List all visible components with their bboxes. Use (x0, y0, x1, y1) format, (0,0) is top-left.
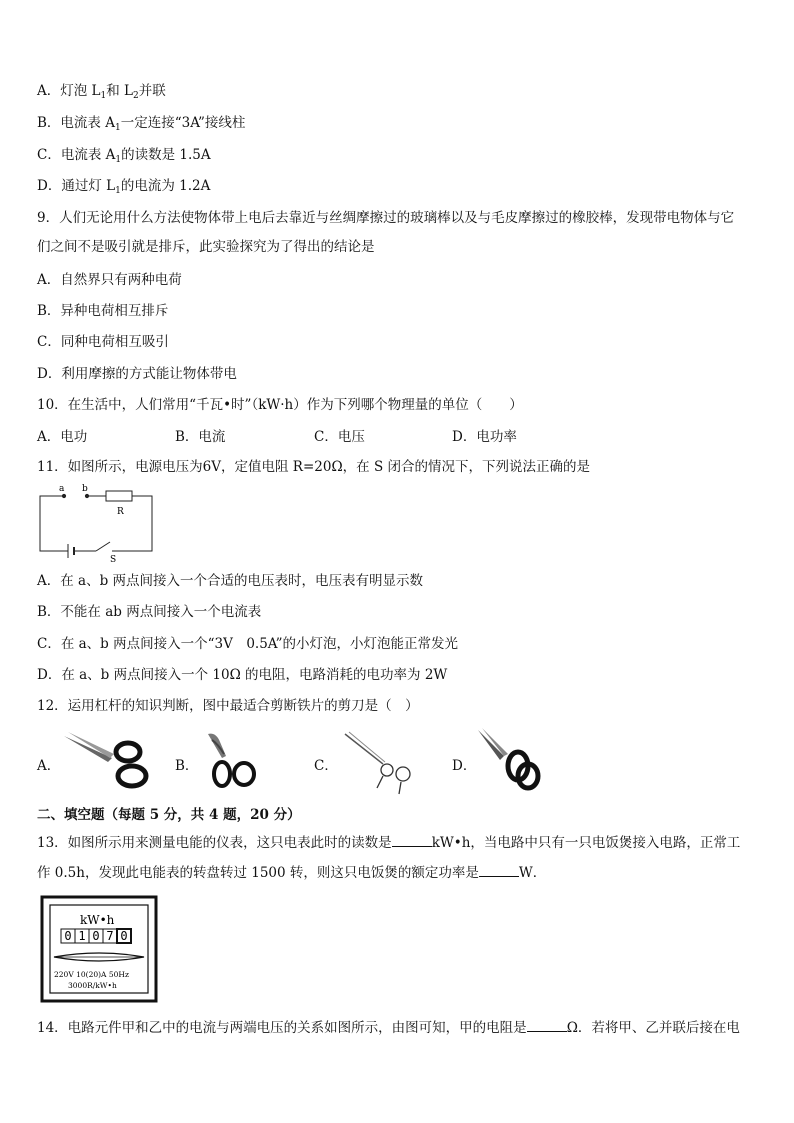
scissors-c-image (343, 730, 417, 796)
circuit-label-a: a (59, 484, 65, 494)
q10-option-a: A．电功 (37, 429, 88, 445)
q10-option-d: D．电功率 (452, 429, 517, 445)
q13-blank-2 (479, 864, 519, 877)
q9-stem-line2: 们之间不是吸引就是排斥，此实验探究为了得出的结论是 (37, 239, 375, 255)
circuit-label-b: b (82, 484, 88, 494)
q11-option-c: C．在 a、b 两点间接入一个“3V 0.5A”的小灯泡，小灯泡能正常发光 (37, 636, 458, 652)
scissors-a-image (62, 730, 156, 794)
circuit-label-r: R (117, 507, 124, 517)
scissors-d-image (474, 726, 544, 794)
scissors-b-image (198, 730, 262, 792)
q14-blank-1 (527, 1019, 567, 1032)
q11-stem: 11．如图所示，电源电压为6V，定值电阻 R=20Ω，在 S 闭合的情况下，下列说法正确的是 (37, 459, 590, 475)
q9-option-d: D．利用摩擦的方式能让物体带电 (37, 366, 237, 382)
q12-option-d: D． (452, 758, 477, 774)
meter-digit-3: 0 (92, 929, 100, 943)
q8-option-c: C．电流表 $A_1$的读数是 1.5A (37, 147, 211, 165)
q13-blank-1 (392, 834, 432, 847)
q11-option-d: D．在 a、b 两点间接入一个 10Ω 的电阻，电路消耗的电功率为 2W (37, 667, 448, 683)
q12-option-c: C． (314, 758, 338, 774)
meter-digit-5: 0 (120, 929, 128, 943)
q12-stem: 12．运用杠杆的知识判断，图中最适合剪断铁片的剪刀是（ ） (37, 698, 419, 714)
meter-spec-line2: 3000R/kW•h (68, 981, 117, 990)
q11-option-b: B．不能在 ab 两点间接入一个电流表 (37, 604, 262, 620)
q10-option-b: B．电流 (175, 429, 226, 445)
meter-spec-line1: 220V 10(20)A 50Hz (54, 970, 129, 979)
q12-option-a: A． (37, 758, 61, 774)
circuit-label-s: S (110, 555, 117, 565)
q8-option-d: D．通过灯 $L_1$的电流为 1.2A (37, 178, 211, 196)
q8-option-a: A．灯泡 $L_1$和 $L_2$并联 (37, 83, 166, 101)
q9-stem-line1: 9．人们无论用什么方法使物体带上电后去靠近与丝绸摩擦过的玻璃棒以及与毛皮摩擦过的橡胶棒，发现带电物体与它 (37, 210, 735, 226)
q10-options (37, 428, 517, 446)
energy-meter-image (40, 895, 158, 1003)
q11-option-a: A．在 a、b 两点间接入一个合适的电压表时，电压表有明显示数 (37, 573, 424, 589)
q8-option-b: B．电流表 $A_1$一定连接“3A”接线柱 (37, 115, 246, 133)
q13-stem-line1: 13．如图所示用来测量电能的仪表，这只电表此时的读数是 kW•h，当电路中只有一只电饭煲接入电路，正常工 (37, 835, 741, 851)
section-2-heading: 二、填空题（每题 5 分，共 4 题，20 分） (37, 807, 301, 823)
q9-option-b: B．异种电荷相互排斥 (37, 303, 169, 319)
meter-digit-2: 1 (78, 929, 86, 943)
q10-option-c: C．电压 (314, 429, 365, 445)
meter-unit-label: kW•h (80, 913, 115, 927)
q10-stem: 10．在生活中，人们常用“千瓦•时”（kW·h）作为下列哪个物理量的单位（ ） (37, 397, 523, 413)
q9-option-c: C．同种电荷相互吸引 (37, 334, 169, 350)
q9-option-a: A．自然界只有两种电荷 (37, 272, 182, 288)
q14-stem-line1: 14．电路元件甲和乙中的电流与两端电压的关系如图所示，由图可知，甲的电阻是 Ω．若将甲、乙并联后接在电 (37, 1020, 740, 1036)
q12-option-b: B． (175, 758, 199, 774)
q13-stem-line2: 作 0.5h，发现此电能表的转盘转过 1500 转，则这只电饭煲的额定功率是 W． (37, 865, 547, 881)
meter-digit-4: 7 (106, 929, 114, 943)
circuit-diagram (38, 482, 158, 565)
meter-digit-1: 0 (64, 929, 72, 943)
